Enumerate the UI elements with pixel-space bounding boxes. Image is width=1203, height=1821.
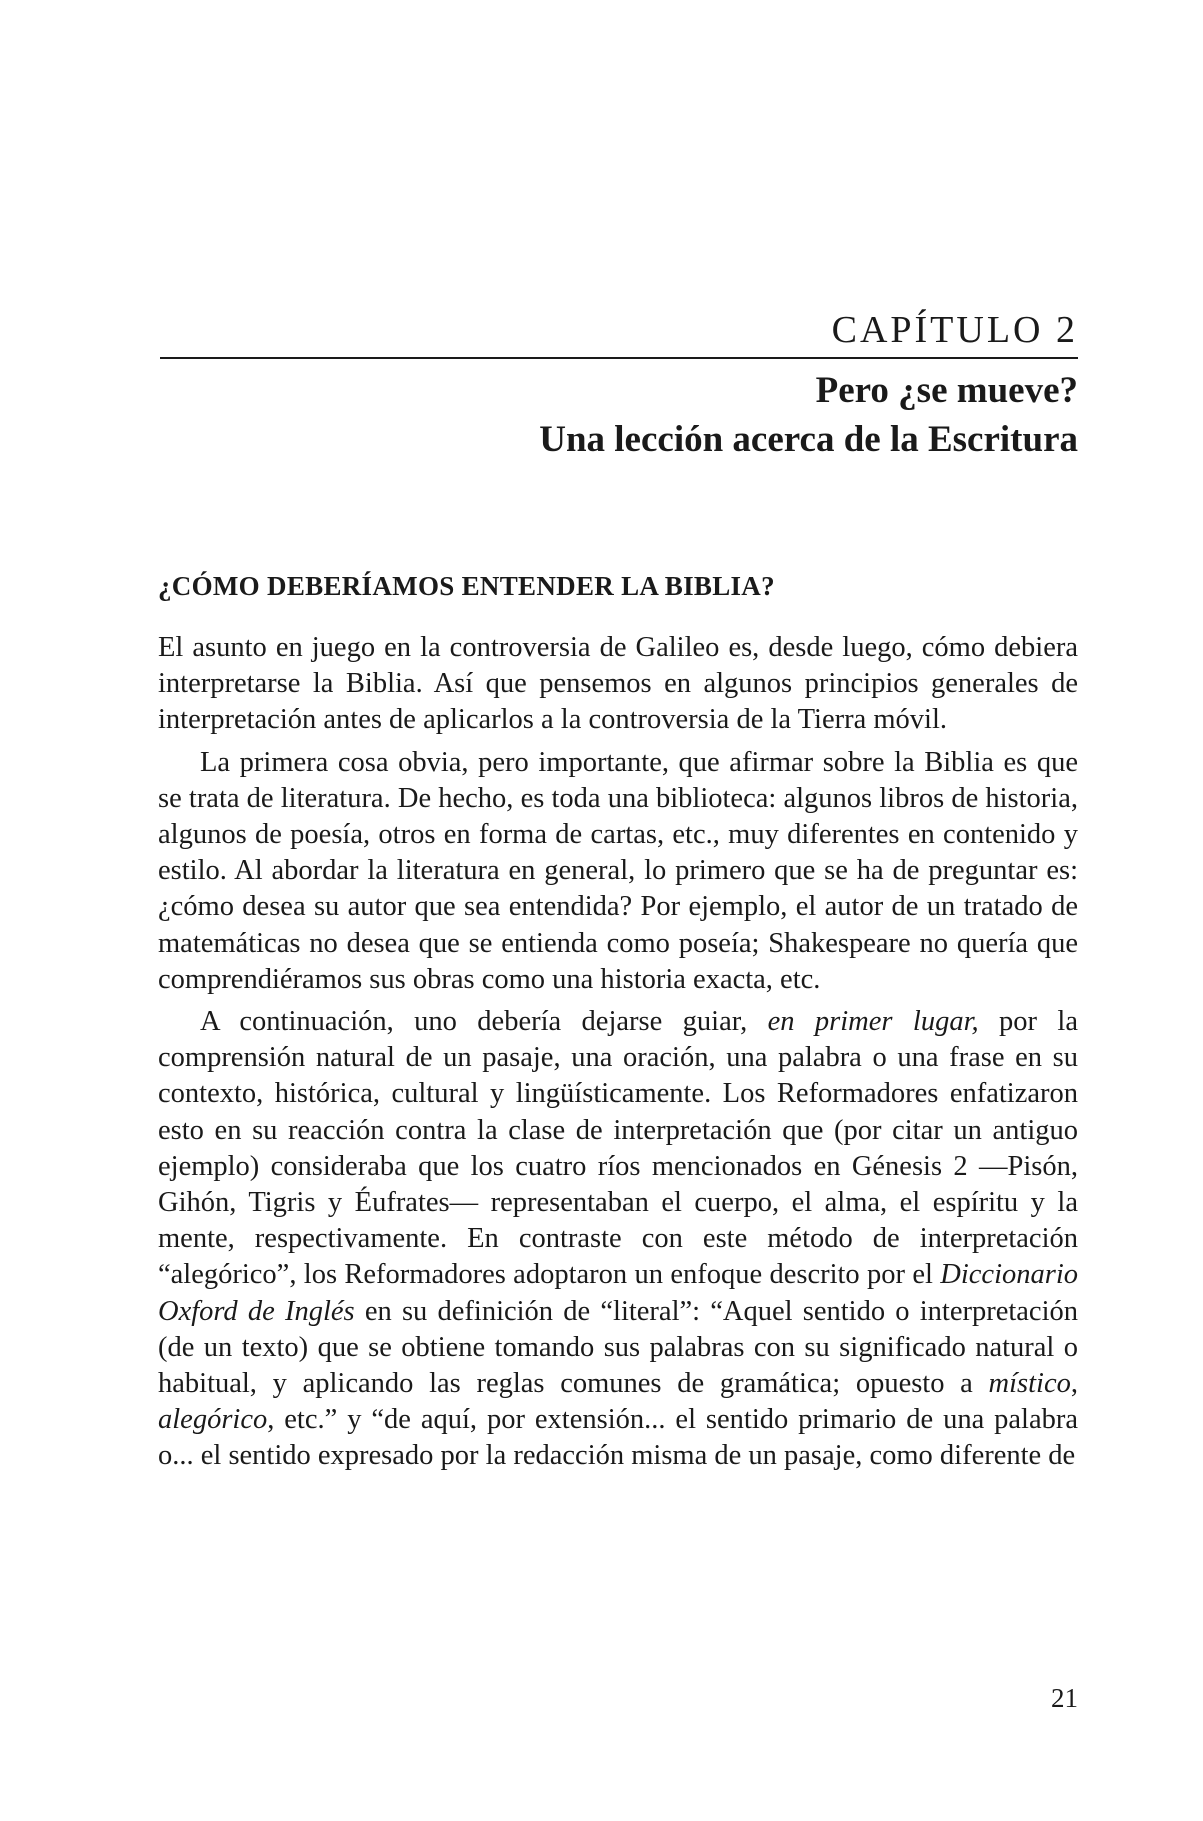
chapter-label: CAPÍTULO 2 (831, 309, 1078, 351)
paragraph-3-part-e: , etc.” y “de aquí, por extensión... el sentido primario de una palabra o... el sentido expresado por la redacción misma de un pasaje, como diferente de (158, 1404, 1078, 1472)
paragraph-3-part-c: en su definición de “literal”: “Aquel sentido o interpretación (de un texto) que se obtiene tomando sus palabras con su significado natural o habitual, y aplicando las reglas comunes de gramática; opuesto a (158, 1295, 1079, 1400)
chapter-title-line-2: Una lección acerca de la Escritura (539, 419, 1078, 460)
paragraph-2: La primera cosa obvia, pero importante, que afirmar sobre la Biblia es que se trata de literatura. De hecho, es toda una biblioteca: algunos libros de historia, algunos de poesía, otros en forma de cartas, etc., muy diferentes en contenido y estilo. Al abordar la literatura en general, lo primero que se ha de preguntar es: ¿cómo desea su autor que sea entendida? Por ejemplo, el autor de un tratado de matemáticas no desea que se entienda como poseía; Shakespeare no quería que comprendiéramos sus obras como una historia exacta, etc. (158, 746, 1078, 995)
paragraph-3-emphasis-3: místico (988, 1368, 1071, 1400)
paragraph-3 (158, 1004, 1078, 1475)
paragraph-3-emphasis-2: Diccionario Oxford de Inglés (158, 1259, 1078, 1327)
page-number: 21 (1051, 1683, 1078, 1713)
paragraph-3-emphasis-1: en primer lugar, (767, 1006, 979, 1038)
section-heading: ¿CÓMO DEBERÍAMOS ENTENDER LA BIBLIA? (158, 571, 775, 601)
paragraph-1: El asunto en juego en la controversia de Galileo es, desde luego, cómo debiera interpretarse la Biblia. Así que pensemos en algunos principios generales de interpretación antes de aplicarlos a la controversia de la Tierra móvil. (158, 632, 1078, 736)
paragraph-3-emphasis-4: alegórico (158, 1404, 268, 1436)
paragraph-3-part-b: por la comprensión natural de un pasaje, una oración, una palabra o una frase en su contexto, histórica, cultural y lingüísticamente. Los Reformadores enfatizaron esto en su reacción contra la clase de interpretación que (por citar un antiguo ejemplo) consideraba que los cuatro ríos mencionados en Génesis 2 —Pisón, Gihón, Tigris y Éufrates— representaban el cuerpo, el alma, el espíritu y la mente, respectivamente. En contraste con este método de interpretación “alegórico”, los Reformadores adoptaron un enfoque descrito por el (158, 1006, 1078, 1291)
chapter-title-line-1: Pero ¿se mueve? (815, 370, 1078, 411)
chapter-rule (160, 357, 1078, 359)
paragraph-3-part-d: , (1070, 1368, 1078, 1400)
chapter-title (539, 366, 1078, 464)
paragraph-3-part-a: A continuación, uno debería dejarse guiar, (200, 1006, 768, 1038)
body-text (158, 630, 1078, 1481)
